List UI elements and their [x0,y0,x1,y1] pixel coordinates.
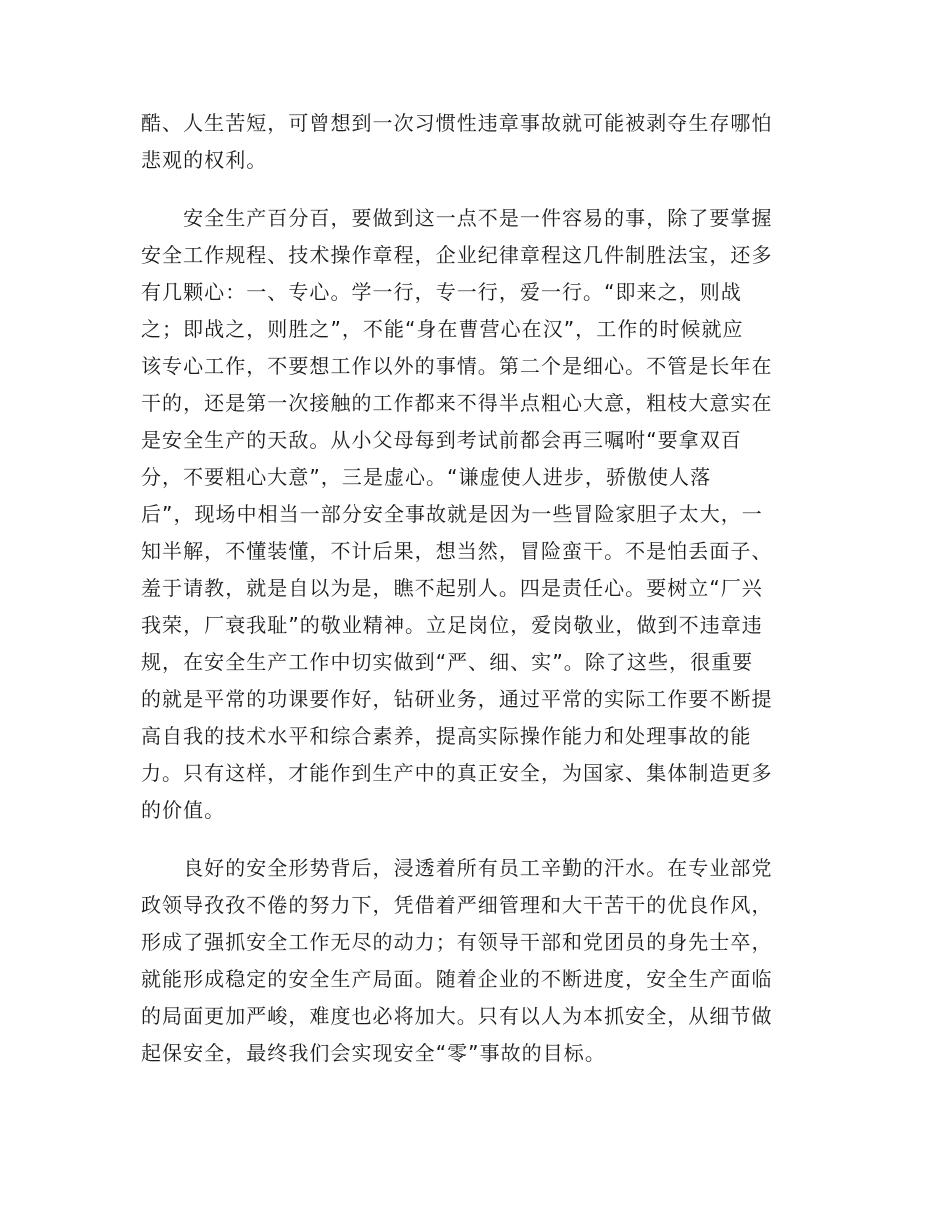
text-line: 我荣，厂衰我耻”的敬业精神。立足岗位，爱岗敬业，做到不违章违 [141,613,763,637]
text-line: 起保安全，最终我们会实现安全“零”事故的目标。 [141,1041,606,1065]
text-line: 力。只有这样，才能作到生产中的真正安全，为国家、集体制造更多 [141,761,773,785]
text-line: 规，在安全生产工作中切实做到“严、细、实”。除了这些，很重要 [141,650,754,674]
text-line: 有几颗心：一、专心。学一行，专一行，爱一行。“即来之，则战 [141,280,742,304]
text-line: 干的，还是第一次接触的工作都来不得半点粗心大意，粗枝大意实在 [141,391,773,415]
text-line: 高自我的技术水平和综合素养，提高实际操作能力和处理事故的能 [141,724,752,748]
text-line: 悲观的权利。 [141,148,268,172]
text-line: 分，不要粗心大意”，三是虚心。“谦虚使人进步，骄傲使人落 [141,465,712,489]
text-line: 的价值。 [141,798,226,822]
text-line: 良好的安全形势背后，浸透着所有员工辛勤的汗水。在专业部党 [141,856,773,880]
text-line: 的局面更加严峻，难度也必将加大。只有以人为本抓安全，从细节做 [141,1004,773,1028]
text-line: 安全工作规程、技术操作章程，企业纪律章程这几件制胜法宝，还多 [141,243,773,267]
text-line: 该专心工作，不要想工作以外的事情。第二个是细心。不管是长年在 [141,354,773,378]
text-line: 是安全生产的天敌。从小父母每到考试前都会再三嘱咐“要拿双百 [141,428,742,452]
text-line: 就能形成稳定的安全生产局面。随着企业的不断进度，安全生产面临 [141,967,773,991]
text-line: 政领导孜孜不倦的努力下，凭借着严细管理和大干苦干的优良作风， [141,893,773,917]
text-line: 后”，现场中相当一部分安全事故就是因为一些冒险家胆子太大，一 [141,502,763,526]
text-line: 知半解，不懂装懂，不计后果，想当然，冒险蛮干。不是怕丢面子、 [141,539,773,563]
text-line: 羞于请教，就是自以为是，瞧不起别人。四是责任心。要树立“厂兴 [141,576,763,600]
text-line: 形成了强抓安全工作无尽的动力；有领导干部和党团员的身先士卒， [141,930,773,954]
text-line: 的就是平常的功课要作好，钻研业务，通过平常的实际工作要不断提 [141,687,773,711]
text-line: 安全生产百分百，要做到这一点不是一件容易的事，除了要掌握 [141,206,773,230]
text-line: 之；即战之，则胜之”，不能“身在曹营心在汉”，工作的时候就应 [141,317,744,341]
text-line: 酷、人生苦短，可曾想到一次习惯性违章事故就可能被剥夺生存哪怕 [141,111,773,135]
